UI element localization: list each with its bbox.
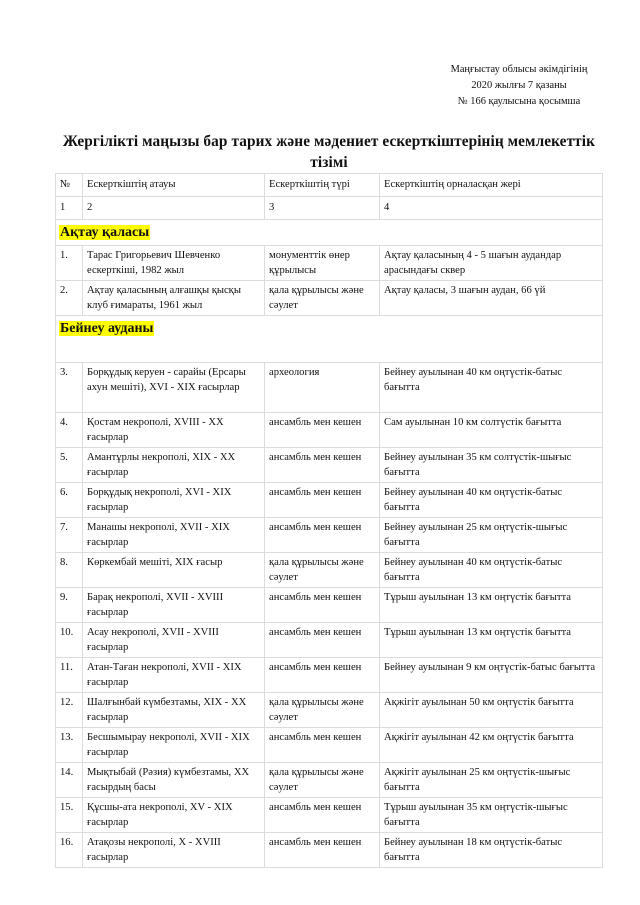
- annex-line-2: 2020 жылғы 7 қазаны: [471, 80, 567, 91]
- monument-location: Ақжігіт ауылынан 50 км оңтүстік бағытта: [380, 693, 603, 728]
- section-row: [56, 316, 603, 363]
- monument-location: Бейнеу ауылынан 18 км оңтүстік-батыс бағытта: [380, 833, 603, 868]
- row-number: 7.: [56, 518, 83, 553]
- section-heading: Ақтау қаласы: [60, 225, 150, 240]
- monument-type: ансамбль мен кешен: [265, 588, 380, 623]
- row-number: 8.: [56, 553, 83, 588]
- monument-name: Амантұрлы некрополі, XIX - XX ғасырлар: [83, 448, 265, 483]
- monument-type: ансамбль мен кешен: [265, 483, 380, 518]
- section-cell: [56, 220, 603, 246]
- row-number: 12.: [56, 693, 83, 728]
- monument-name: Борқұдық некрополі, XVI - XIX ғасырлар: [83, 483, 265, 518]
- table-row: [56, 693, 603, 728]
- table-row: [56, 448, 603, 483]
- monument-name: Көркембай мешіті, XIX ғасыр: [83, 553, 265, 588]
- monument-location: Бейнеу ауылынан 9 км оңтүстік-батыс бағытта: [380, 658, 603, 693]
- monument-location: Ақтау қаласының 4 - 5 шағын аудандар арасындағы сквер: [380, 246, 603, 281]
- section-cell: [56, 316, 603, 363]
- annex-line-1: Маңғыстау облысы әкімдігінің: [450, 64, 588, 75]
- monument-name: Мықтыбай (Рәзия) күмбезтамы, XX ғасырдың басы: [83, 763, 265, 798]
- monument-location: Бейнеу ауылынан 25 км оңтүстік-шығыс бағытта: [380, 518, 603, 553]
- column-number-1: 1: [56, 197, 83, 220]
- table-row: [56, 728, 603, 763]
- header-number: №: [56, 174, 83, 197]
- section-heading: Бейнеу ауданы: [60, 321, 154, 336]
- monument-type: археология: [265, 363, 380, 413]
- monument-name: Асау некрополі, XVII - XVIII ғасырлар: [83, 623, 265, 658]
- monument-name: Борқұдық керуен - сарайы (Ерсары ахун мешіті), XVI - XIX ғасырлар: [83, 363, 265, 413]
- monument-name: Ақтау қаласының алғашқы қысқы клуб ғимараты, 1961 жыл: [83, 281, 265, 316]
- monuments-table: [55, 173, 603, 868]
- monument-type: монументтік өнер құрылысы: [265, 246, 380, 281]
- row-number: 10.: [56, 623, 83, 658]
- table-row: [56, 658, 603, 693]
- table-row: [56, 798, 603, 833]
- column-number-row: [56, 197, 603, 220]
- row-number: 13.: [56, 728, 83, 763]
- monument-location: Ақжігіт ауылынан 42 км оңтүстік бағытта: [380, 728, 603, 763]
- table-header-row: [56, 174, 603, 197]
- row-number: 14.: [56, 763, 83, 798]
- document-title: Жергілікті маңызы бар тарих және мәдениет ескерткіштерінің мемлекеттік тізімі: [62, 133, 596, 171]
- monument-location: Тұрыш ауылынан 13 км оңтүстік бағытта: [380, 623, 603, 658]
- table-row: [56, 483, 603, 518]
- monument-name: Манашы некрополі, XVII - XIX ғасырлар: [83, 518, 265, 553]
- table-row: [56, 623, 603, 658]
- table-row: [56, 363, 603, 413]
- monument-name: Тарас Григорьевич Шевченко ескерткіші, 1982 жыл: [83, 246, 265, 281]
- monument-location: Бейнеу ауылынан 40 км оңтүстік-батыс бағытта: [380, 363, 603, 413]
- monument-name: Атан-Таған некрополі, XVII - XIX ғасырлар: [83, 658, 265, 693]
- row-number: 15.: [56, 798, 83, 833]
- row-number: 5.: [56, 448, 83, 483]
- monument-name: Бесшымырау некрополі, XVII - XIX ғасырлар: [83, 728, 265, 763]
- row-number: 3.: [56, 363, 83, 413]
- monument-location: Тұрыш ауылынан 13 км оңтүстік бағытта: [380, 588, 603, 623]
- monument-type: қала құрылысы және сәулет: [265, 693, 380, 728]
- table-row: [56, 588, 603, 623]
- section-row: [56, 220, 603, 246]
- monument-location: Ақтау қаласы, 3 шағын аудан, 66 үй: [380, 281, 603, 316]
- row-number: 4.: [56, 413, 83, 448]
- monument-type: ансамбль мен кешен: [265, 658, 380, 693]
- monument-type: ансамбль мен кешен: [265, 728, 380, 763]
- monument-location: Тұрыш ауылынан 35 км оңтүстік-шығыс бағытта: [380, 798, 603, 833]
- annex-note: [434, 62, 604, 110]
- monument-location: Бейнеу ауылынан 40 км оңтүстік-батыс бағытта: [380, 483, 603, 518]
- column-number-3: 3: [265, 197, 380, 220]
- monument-name: Барақ некрополі, XVII - XVIII ғасырлар: [83, 588, 265, 623]
- table-row: [56, 833, 603, 868]
- monument-type: ансамбль мен кешен: [265, 833, 380, 868]
- monument-type: қала құрылысы және сәулет: [265, 281, 380, 316]
- monument-type: қала құрылысы және сәулет: [265, 763, 380, 798]
- column-number-2: 2: [83, 197, 265, 220]
- row-number: 1.: [56, 246, 83, 281]
- header-name: Ескерткіштің атауы: [83, 174, 265, 197]
- monument-type: ансамбль мен кешен: [265, 798, 380, 833]
- monument-location: Бейнеу ауылынан 40 км оңтүстік-батыс бағытта: [380, 553, 603, 588]
- table-row: [56, 246, 603, 281]
- header-location: Ескерткіштің орналасқан жері: [380, 174, 603, 197]
- row-number: 11.: [56, 658, 83, 693]
- row-number: 9.: [56, 588, 83, 623]
- table-row: [56, 281, 603, 316]
- table-row: [56, 763, 603, 798]
- table-row: [56, 518, 603, 553]
- monument-name: Шалғынбай күмбезтамы, XIX - XX ғасырлар: [83, 693, 265, 728]
- monument-location: Ақжігіт ауылынан 25 км оңтүстік-шығыс бағытта: [380, 763, 603, 798]
- monument-name: Құсшы-ата некрополі, XV - XIX ғасырлар: [83, 798, 265, 833]
- annex-line-3: № 166 қаулысына қосымша: [457, 96, 581, 107]
- row-number: 16.: [56, 833, 83, 868]
- monument-type: ансамбль мен кешен: [265, 448, 380, 483]
- table-row: [56, 553, 603, 588]
- monument-location: Сам ауылынан 10 км солтүстік бағытта: [380, 413, 603, 448]
- header-type: Ескерткіштің түрі: [265, 174, 380, 197]
- row-number: 2.: [56, 281, 83, 316]
- monument-type: қала құрылысы және сәулет: [265, 553, 380, 588]
- monument-type: ансамбль мен кешен: [265, 623, 380, 658]
- row-number: 6.: [56, 483, 83, 518]
- monument-type: ансамбль мен кешен: [265, 518, 380, 553]
- table-row: [56, 413, 603, 448]
- monument-location: Бейнеу ауылынан 35 км солтүстік-шығыс бағытта: [380, 448, 603, 483]
- column-number-4: 4: [380, 197, 603, 220]
- monument-type: ансамбль мен кешен: [265, 413, 380, 448]
- monument-name: Атақозы некрополі, X - XVIII ғасырлар: [83, 833, 265, 868]
- monument-name: Қостам некрополі, XVIII - XX ғасырлар: [83, 413, 265, 448]
